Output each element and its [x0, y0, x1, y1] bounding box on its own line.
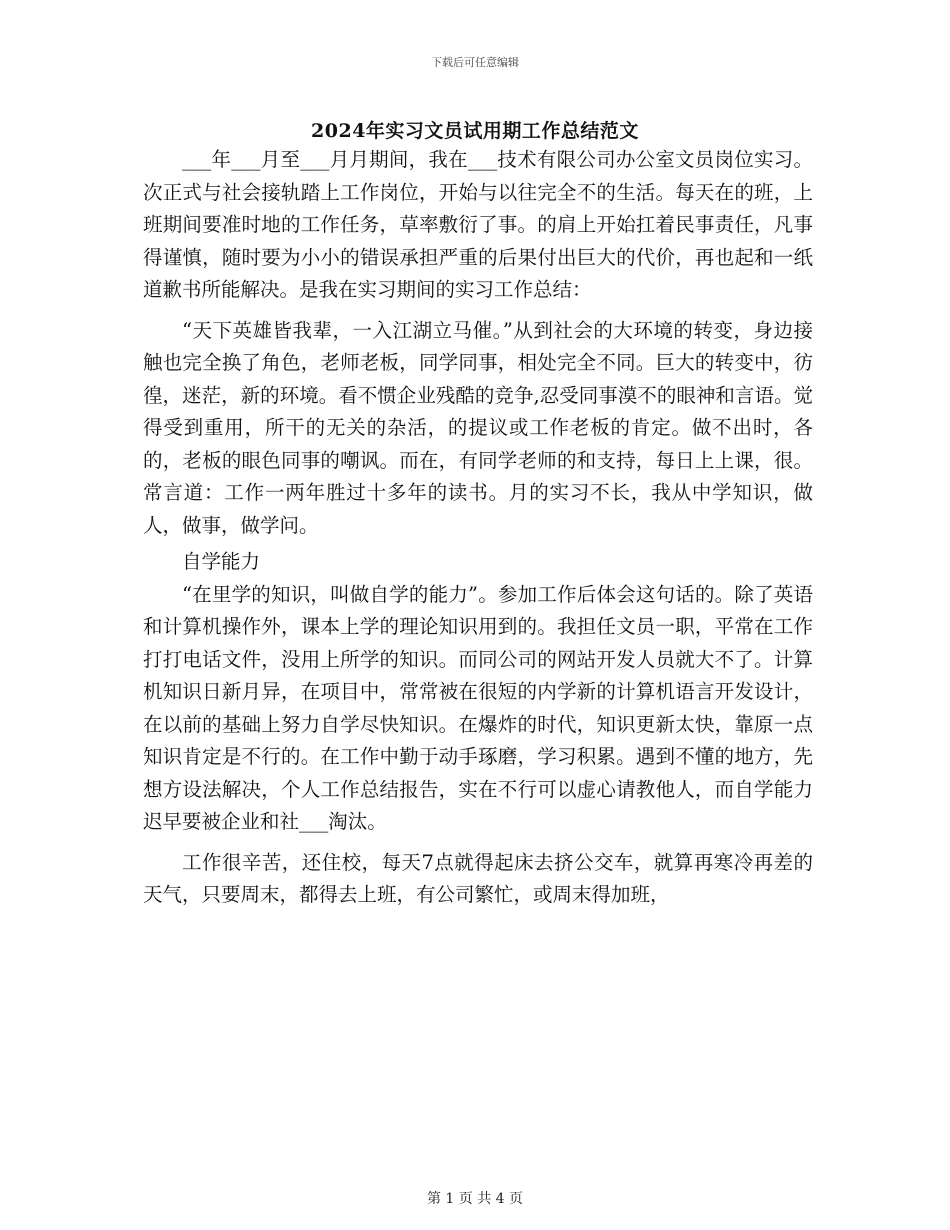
paragraph-self-study: “在里学的知识，叫做自学的能力”。参加工作后体会这句话的。除了英语和计算机操作外，课本上学的理论知识用到的。我担任文员一职，平常在工作打打电话文件，没用上所学的知识。而同公司的网站开发人员就大不了。计算机知识日新月异，在项目中，常常被在很短的内学新的计算机语言开发设计，在以前的基础上努力自学尽快知识。在爆炸的时代，知识更新太快，靠原一点知识肯定是不行的。在工作中勤于动手琢磨，学习积累。遇到不懂的地方，先想方设法解决，个人工作总结报告，实在不行可以虚心请教他人，而自学能力迟早要被企业和社___淘汰。 [143, 582, 813, 833]
document-body [143, 144, 813, 912]
page-number: 第 1 页 共 4 页 [426, 1191, 524, 1207]
paragraph-transition: “天下英雄皆我辈，一入江湖立马催。”从到社会的大环境的转变，身边接触也完全换了角色，老师老板，同学同事，相处完全不同。巨大的转变中，彷徨，迷茫，新的环境。看不惯企业残酷的竞争,忍受同事漠不的眼神和言语。觉得受到重用，所干的无关的杂活，的提议或工作老板的肯定。做不出时，各的，老板的眼色同事的嘲讽。而在，有同学老师的和支持，每日上上课，很。常言道：工作一两年胜过十多年的读书。月的实习不长，我从中学知识，做人，做事，做学问。 [143, 318, 813, 537]
header-note: 下载后可任意编辑 [431, 56, 519, 69]
section-heading: 自学能力 [182, 550, 261, 573]
paragraph-hard-work: 工作很辛苦，还住校，每天7点就得起床去挤公交车，就算再寒冷再差的天气，只要周末，都得去上班，有公司繁忙，或周末得加班， [143, 850, 813, 906]
document-title: 2024年实习文员试用期工作总结范文 [311, 120, 639, 142]
paragraph-intro: ___年___月至___月月期间，我在___技术有限公司办公室文员岗位实习。次正式与社会接轨踏上工作岗位，开始与以往完全不的生活。每天在的班，上班期间要准时地的工作任务，草率敷衍了事。的肩上开始扛着民事责任，凡事得谨慎，随时要为小小的错误承担严重的后果付出巨大的代价，再也起和一纸道歉书所能解决。是我在实习期间的实习工作总结： [143, 148, 813, 301]
